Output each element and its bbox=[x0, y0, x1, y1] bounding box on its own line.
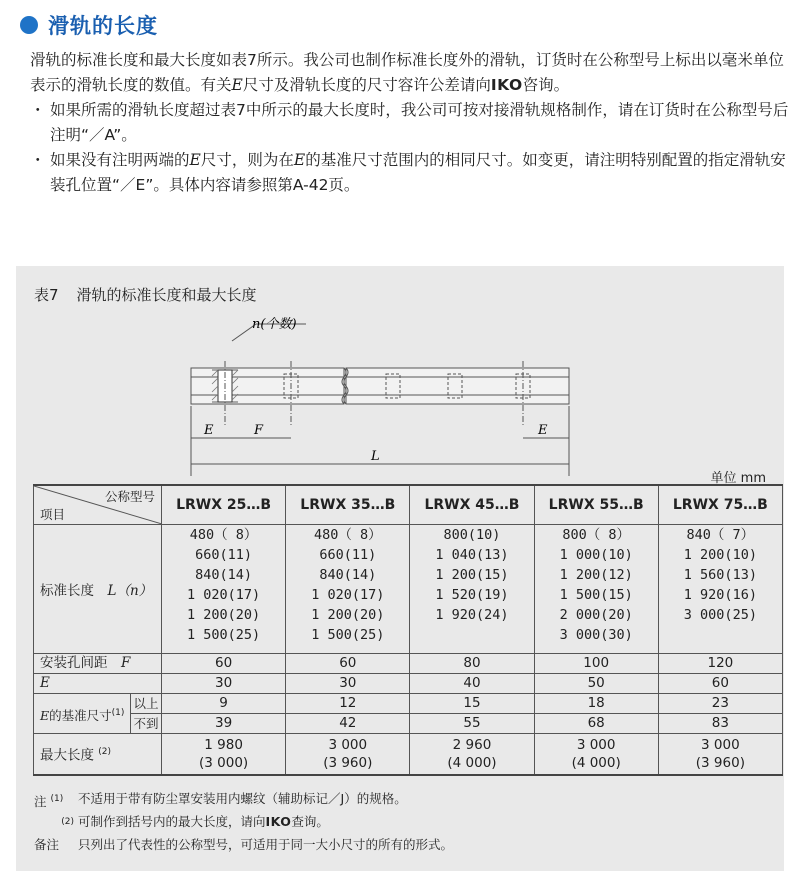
remark: 备注 只列出了代表性的公称型号，可适用于同一大小尺寸的所有的形式。 bbox=[34, 837, 454, 853]
row-label: E bbox=[34, 674, 162, 694]
diagram-l-label: L bbox=[371, 449, 380, 464]
note-1: 注 $^{(1)}$ 不适用于带有防尘罩安装用内螺纹（辅助标记／J）的规格。 bbox=[34, 791, 407, 810]
row-label: 标准长度 L（n） bbox=[34, 525, 162, 654]
header-corner-cell: 公称型号 项目 bbox=[34, 485, 162, 525]
std-length-row bbox=[34, 525, 783, 654]
std-length-value: 1 200(15) bbox=[435, 567, 509, 583]
std-length-value: 1 200(20) bbox=[311, 607, 385, 623]
std-length-value: 480（ 8） bbox=[189, 527, 258, 543]
std-length-value: 660(11) bbox=[195, 547, 253, 563]
std-length-value: 1 200(12) bbox=[559, 567, 633, 583]
diagram-f-label: F bbox=[254, 423, 264, 438]
std-length-value: 480（ 8） bbox=[313, 527, 382, 543]
table-notes bbox=[34, 789, 453, 855]
std-length-value: 800(10) bbox=[443, 527, 501, 543]
e-ref-max-row: 39 42 55 68 83 bbox=[34, 714, 783, 734]
std-length-value: 1 560(13) bbox=[683, 567, 757, 583]
iko-brand: IKO bbox=[265, 814, 292, 830]
std-length-value: 1 040(13) bbox=[435, 547, 509, 563]
std-length-cell bbox=[410, 525, 534, 654]
diagram-e-left-label: E bbox=[204, 423, 214, 438]
section-title bbox=[20, 12, 158, 38]
row-label: E的基准尺寸$^{(1)}$ 以上 不到 bbox=[34, 694, 162, 734]
std-length-value: 1 200(20) bbox=[187, 607, 261, 623]
model-header: LRWX 35…B bbox=[286, 485, 410, 525]
std-length-value: 1 500(25) bbox=[187, 627, 261, 643]
spec-table bbox=[33, 484, 783, 776]
std-length-value: 1 500(15) bbox=[559, 587, 633, 603]
model-header: LRWX 25…B bbox=[162, 485, 286, 525]
std-length-value: 3 000(30) bbox=[559, 627, 633, 643]
table-caption: 表7 滑轨的标准长度和最大长度 bbox=[34, 286, 257, 304]
row-label: 最大长度 $^{(2)}$ bbox=[34, 734, 162, 776]
intro-text bbox=[30, 48, 792, 198]
std-length-value: 2 000(20) bbox=[559, 607, 633, 623]
bullet-item: ・ 如果没有注明两端的E尺寸，则为在E的基准尺寸范围内的相同尺寸。如变更，请注明特别配置的指定滑轨安装孔位置“／E”。具体内容请参照第A-42页。 bbox=[30, 151, 786, 194]
rail-diagram bbox=[16, 266, 784, 476]
std-length-value: 1 920(24) bbox=[435, 607, 509, 623]
std-length-value: 1 520(19) bbox=[435, 587, 509, 603]
max-length-row: 最大长度 $^{(2)}$ 1 980 (3 000) 3 000 (3 960) 2 960 (4 000) 3 000 (4 000) 3 000 (3 960) bbox=[34, 734, 783, 776]
model-header: LRWX 45…B bbox=[410, 485, 534, 525]
std-length-value: 840（ 7） bbox=[686, 527, 755, 543]
std-length-value: 1 020(17) bbox=[311, 587, 385, 603]
std-length-value: 840(14) bbox=[319, 567, 377, 583]
std-length-value: 800（ 8） bbox=[562, 527, 630, 543]
std-length-value: 3 000(25) bbox=[683, 607, 757, 623]
note-2: $^{(2)}$ 可制作到括号内的最大长度，请向IKO查询。 bbox=[61, 814, 329, 830]
bullet-item: ・ 如果所需的滑轨长度超过表7中所示的最大长度时，我公司可按对接滑轨规格制作，请在订货时在公称型号后注明“／A”。 bbox=[30, 101, 789, 144]
table-header-row bbox=[34, 485, 783, 525]
pitch-row: 安装孔间距 F 60 60 80 100 120 bbox=[34, 654, 783, 674]
diagram-e-right-label: E bbox=[538, 423, 548, 438]
e-row: E 30 30 40 50 60 bbox=[34, 674, 783, 694]
section-title-text: 滑轨的长度 bbox=[48, 14, 158, 38]
std-length-value: 660(11) bbox=[319, 547, 377, 563]
table7-panel bbox=[16, 266, 784, 871]
model-header: LRWX 55…B bbox=[534, 485, 658, 525]
std-length-value: 1 000(10) bbox=[559, 547, 633, 563]
bullet-circle-icon bbox=[20, 16, 38, 34]
row-label: 安装孔间距 F bbox=[34, 654, 162, 674]
std-length-value: 1 020(17) bbox=[187, 587, 261, 603]
std-length-cell bbox=[658, 525, 782, 654]
rail-segment-right bbox=[346, 368, 569, 404]
intro-paragraph: 滑轨的标准长度和最大长度如表7所示。我公司也制作标准长度外的滑轨，订货时在公称型号上标出以毫米单位表示的滑轨长度的数值。有关E尺寸及滑轨长度的尺寸容许公差请向IKO咨询。 bbox=[30, 51, 784, 94]
std-length-value: 840(14) bbox=[195, 567, 253, 583]
std-length-cell bbox=[286, 525, 410, 654]
e-ref-min-row: E的基准尺寸$^{(1)}$ 以上 不到 9 12 15 18 23 bbox=[34, 694, 783, 714]
model-header: LRWX 75…B bbox=[658, 485, 782, 525]
iko-brand: IKO bbox=[490, 76, 523, 94]
std-length-value: 1 200(10) bbox=[683, 547, 757, 563]
diagram-n-label: n(个数) bbox=[252, 317, 297, 332]
std-length-cell bbox=[534, 525, 658, 654]
std-length-value: 1 920(16) bbox=[683, 587, 757, 603]
std-length-value: 1 500(25) bbox=[311, 627, 385, 643]
unit-label: 单位 mm bbox=[710, 471, 766, 486]
std-length-cell bbox=[162, 525, 286, 654]
